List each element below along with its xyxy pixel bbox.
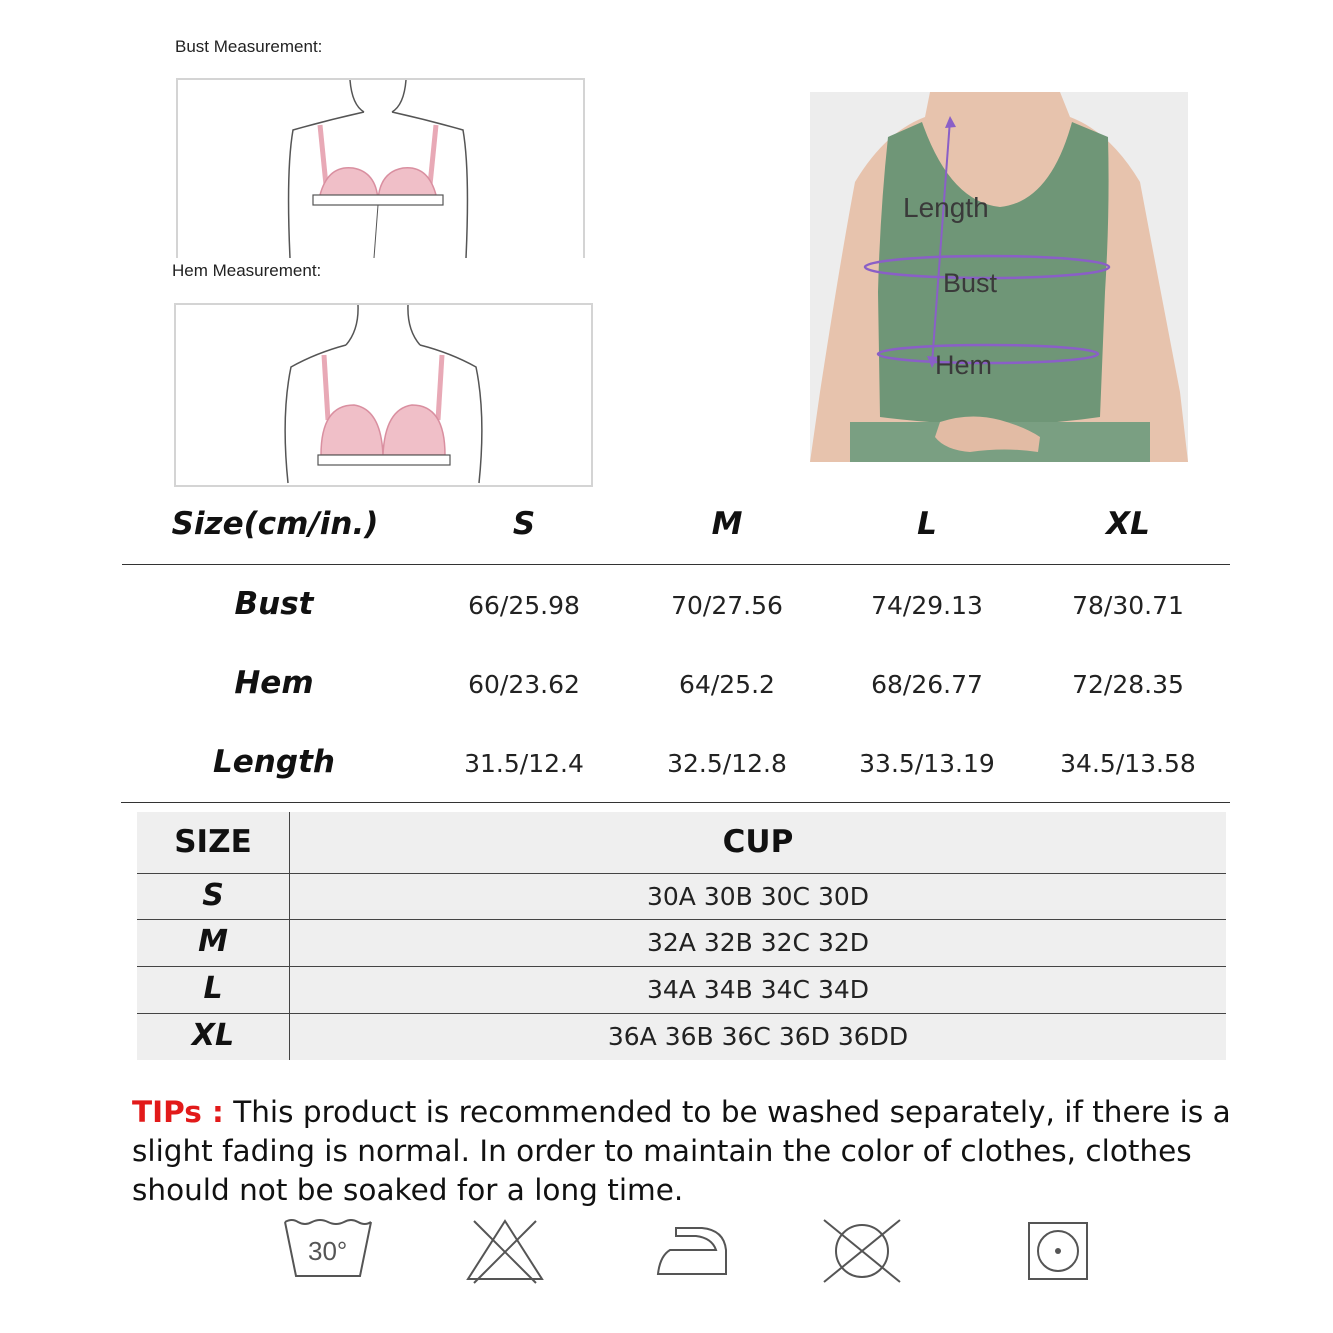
tips-line-3: should not be soaked for a long time. bbox=[132, 1173, 684, 1207]
size-column-xl: XL bbox=[1106, 506, 1150, 542]
tips-label: TIPs : bbox=[132, 1095, 224, 1129]
wash-temp-label: 30° bbox=[308, 1236, 348, 1266]
tumble-dry-icon bbox=[1027, 1221, 1089, 1281]
tips-line-1-text: This product is recommended to be washed separately, if there is a bbox=[223, 1095, 1231, 1129]
hem-figure-illustration bbox=[176, 305, 591, 485]
bust-l-value: 74/29.13 bbox=[871, 591, 983, 620]
table-bottom-divider bbox=[121, 802, 1230, 803]
hem-xl-value: 72/28.35 bbox=[1072, 670, 1184, 699]
cup-row-value-l: 34A 34B 34C 34D bbox=[646, 975, 870, 1004]
size-header-label: Size(cm/in.) bbox=[171, 506, 379, 542]
photo-label-length: Length bbox=[903, 192, 989, 223]
cup-row-size-l: L bbox=[203, 971, 223, 1006]
cup-row-value-m: 32A 32B 32C 32D bbox=[646, 928, 870, 957]
cup-row-size-m: M bbox=[198, 924, 228, 959]
tips-line-2: slight fading is normal. In order to maintain the color of clothes, clothes bbox=[132, 1134, 1192, 1168]
iron-icon bbox=[654, 1224, 730, 1280]
cup-table-size-header: SIZE bbox=[174, 824, 252, 860]
cup-table-cup-header: CUP bbox=[722, 824, 794, 860]
tips-line-1 bbox=[132, 1093, 1272, 1132]
size-column-m: M bbox=[711, 506, 743, 542]
row-label-length: Length bbox=[213, 744, 335, 780]
length-s-value: 31.5/12.4 bbox=[464, 749, 584, 778]
cup-row-value-s: 30A 30B 30C 30D bbox=[646, 882, 870, 911]
photo-label-bust: Bust bbox=[943, 268, 998, 298]
cup-table-divider bbox=[137, 873, 1226, 874]
hem-s-value: 60/23.62 bbox=[468, 670, 580, 699]
hem-measurement-diagram bbox=[174, 303, 593, 487]
size-column-l: L bbox=[917, 506, 937, 542]
cup-table-divider bbox=[137, 966, 1226, 967]
hem-measurement-label: Hem Measurement: bbox=[172, 261, 322, 280]
cup-row-size-s: S bbox=[202, 878, 224, 913]
crop-top-illustration bbox=[810, 92, 1188, 462]
cup-row-size-xl: XL bbox=[191, 1018, 235, 1053]
bust-measurement-diagram bbox=[176, 78, 585, 258]
bust-figure-illustration bbox=[178, 80, 583, 258]
row-label-hem: Hem bbox=[234, 665, 314, 701]
product-photo bbox=[810, 92, 1188, 462]
cup-row-value-xl: 36A 36B 36C 36D 36DD bbox=[607, 1022, 909, 1051]
photo-label-hem: Hem bbox=[935, 350, 993, 380]
cup-table-divider bbox=[137, 1013, 1226, 1014]
table-top-divider bbox=[122, 564, 1230, 565]
length-l-value: 33.5/13.19 bbox=[859, 749, 995, 778]
no-dry-clean-icon bbox=[820, 1218, 904, 1284]
length-xl-value: 34.5/13.58 bbox=[1060, 749, 1196, 778]
hem-m-value: 64/25.2 bbox=[679, 670, 775, 699]
no-bleach-icon bbox=[464, 1217, 546, 1285]
bust-measurement-label: Bust Measurement: bbox=[175, 37, 323, 56]
bust-xl-value: 78/30.71 bbox=[1072, 591, 1184, 620]
row-label-bust: Bust bbox=[234, 586, 314, 622]
bust-s-value: 66/25.98 bbox=[468, 591, 580, 620]
size-column-s: S bbox=[512, 506, 536, 542]
cup-table-divider bbox=[137, 919, 1226, 920]
care-tips-text bbox=[132, 1093, 1272, 1210]
cup-size-table bbox=[137, 812, 1226, 1060]
hem-l-value: 68/26.77 bbox=[871, 670, 983, 699]
wash-30-icon bbox=[282, 1216, 374, 1280]
length-m-value: 32.5/12.8 bbox=[667, 749, 787, 778]
bust-m-value: 70/27.56 bbox=[671, 591, 783, 620]
